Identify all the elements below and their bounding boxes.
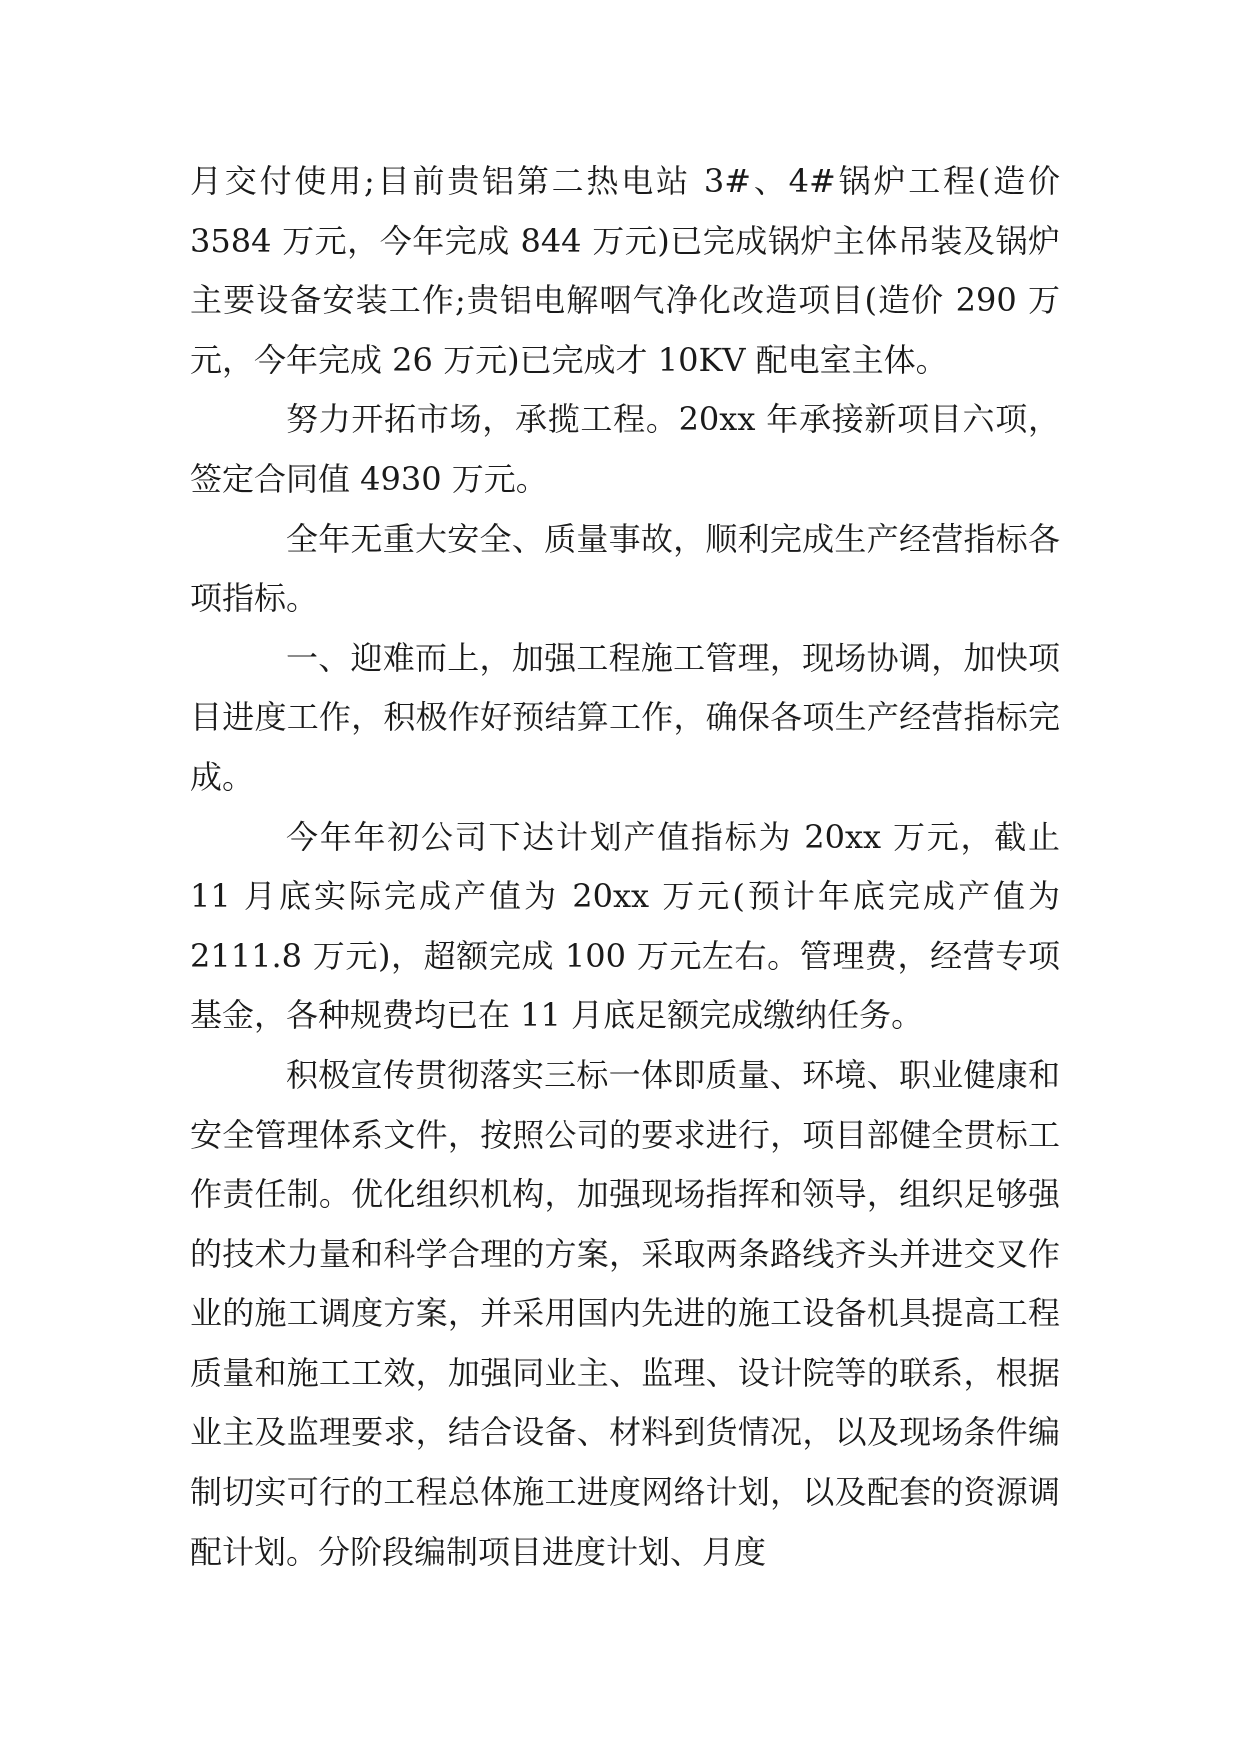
- paragraph-management-system: 积极宣传贯彻落实三标一体即质量、环境、职业健康和安全管理体系文件，按照公司的要求进行，项目部健全贯标工作责任制。优化组织机构，加强现场指挥和领导，组织足够强的技术力量和科学合理的方案，采取两条路线齐头并进交叉作业的施工调度方案，并采用国内先进的施工设备机具提高工程质量和施工工效，加强同业主、监理、设计院等的联系，根据业主及监理要求，结合设备、材料到货情况，以及现场条件编制切实可行的工程总体施工进度网络计划，以及配套的资源调配计划。分阶段编制项目进度计划、月度: [190, 1055, 1060, 1571]
- paragraph-output-value: 今年年初公司下达计划产值指标为 20xx 万元，截止 11 月底实际完成产值为 20xx 万元(预计年底完成产值为 2111.8 万元)，超额完成 100 万元左右。管理费，经营专项基金，各种规费均已在 11 月底足额完成缴纳任务。: [190, 817, 1060, 1035]
- paragraph-section-heading-1: 一、迎难而上，加强工程施工管理，现场协调，加快项目进度工作，积极作好预结算工作，确保各项生产经营指标完成。: [190, 638, 1060, 796]
- paragraph-continuation: 月交付使用;目前贵铝第二热电站 3#、4#锅炉工程(造价 3584 万元，今年完成 844 万元)已完成锅炉主体吊装及锅炉主要设备安装工作;贵铝电解咽气净化改造项目(造价 290 万元，今年完成 26 万元)已完成才 10KV 配电室主体。: [190, 162, 1060, 379]
- paragraph-safety-summary: 全年无重大安全、质量事故，顺利完成生产经营指标各项指标。: [190, 519, 1060, 618]
- document-body: [190, 152, 1060, 1582]
- paragraph-market-expansion: 努力开拓市场，承揽工程。20xx 年承接新项目六项，签定合同值 4930 万元。: [190, 400, 1060, 498]
